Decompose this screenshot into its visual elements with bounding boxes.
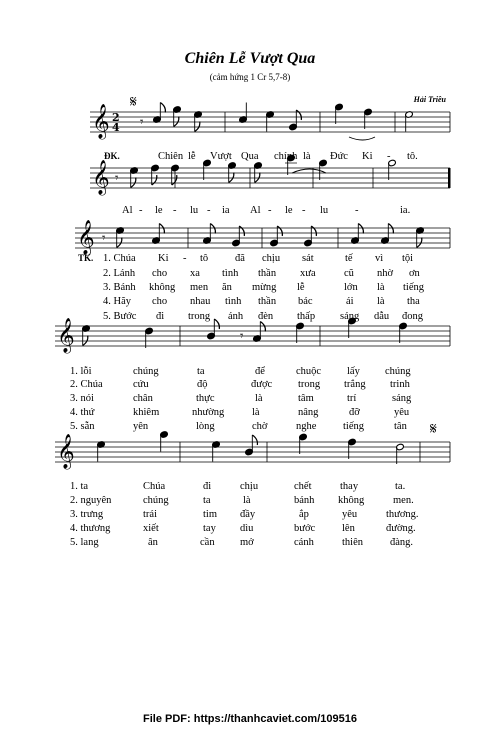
chorus-label: ĐK. xyxy=(104,151,120,161)
chorus-lyric: - xyxy=(139,205,143,216)
note-flag xyxy=(252,435,257,445)
verse-lyric: nhau xyxy=(190,296,211,307)
verse-lyric: Chúa xyxy=(143,481,166,492)
verse-lyric: độ xyxy=(197,379,208,390)
chorus-lyric: Đức xyxy=(330,151,348,162)
verse-lyric: bánh xyxy=(294,495,315,506)
verse-lyric: xưa xyxy=(300,268,316,279)
verse-lyric: tội xyxy=(402,253,414,264)
verse-lyric: yên xyxy=(133,421,149,432)
verse-lyric: tay xyxy=(203,523,216,534)
verse-lyric: 2. Lánh xyxy=(103,268,136,279)
verse-lyric: tha xyxy=(407,296,420,307)
verse-lyric: thần xyxy=(258,296,277,307)
treble-clef-icon: 𝄞 xyxy=(92,160,110,195)
verse-lyric: sáng xyxy=(392,393,412,404)
verse-lyric: xa xyxy=(190,268,200,279)
eighth-rest-icon: 𝄾 xyxy=(115,171,119,186)
treble-clef-icon: 𝄞 xyxy=(92,104,110,139)
verse-lyric: 5. sẵn xyxy=(70,421,95,432)
verse-lyric: ắp xyxy=(299,509,309,520)
note-flag xyxy=(239,226,244,236)
verse-lyric: men. xyxy=(393,495,414,506)
verse-label: TK. xyxy=(78,253,94,263)
verse-lyric: đèn xyxy=(258,311,274,322)
chorus-lyric: lu xyxy=(190,205,199,216)
verse-lyric: yêu xyxy=(394,407,410,418)
verse-lyric: 2. nguyên xyxy=(70,495,112,506)
chorus-lyric: lu xyxy=(320,205,329,216)
verse-lyric: vì xyxy=(375,253,384,264)
verse-lyric: đỡ xyxy=(349,407,360,418)
verse-lyric: tế xyxy=(345,253,353,264)
verse-lyric: men xyxy=(190,282,209,293)
chorus-lyric: lễ xyxy=(188,151,196,162)
verse-lyric: 5. lang xyxy=(70,537,99,548)
verse-lyric: ái xyxy=(346,296,354,307)
time-signature-top: 2 xyxy=(112,111,120,124)
note-flag xyxy=(229,173,234,183)
verse-lyric: là xyxy=(255,393,263,404)
verse-lyric: thực xyxy=(196,393,215,404)
note-flag xyxy=(255,173,260,183)
note-flag xyxy=(210,224,215,234)
verse-lyric: đi xyxy=(156,311,165,322)
verse-lyric: bác xyxy=(298,296,313,307)
verse-lyric: 3. trưng xyxy=(70,509,104,520)
verse-lyric: trong xyxy=(298,379,321,390)
verse-lyric: đầy xyxy=(240,509,256,520)
verse-lyric: bước xyxy=(294,523,316,534)
verse-lyric: trắng xyxy=(344,379,366,390)
note-flag xyxy=(296,110,301,120)
verse-lyric: trái xyxy=(143,509,157,520)
verse-lyric: chúng xyxy=(133,366,159,377)
treble-clef-icon: 𝄞 xyxy=(57,434,75,469)
verse-lyric: tim xyxy=(203,509,218,520)
verse-lyric: tô xyxy=(200,253,209,264)
chorus-lyric: Chiên xyxy=(158,151,184,162)
chorus-lyric: - xyxy=(268,205,272,216)
verse-lyric: ta xyxy=(197,366,205,377)
verse-lyric: 4. Hãy xyxy=(103,296,131,307)
note-flag xyxy=(117,238,122,248)
verse-lyric: là xyxy=(377,282,385,293)
slur xyxy=(292,169,326,173)
verse-lyric: xiết xyxy=(143,523,159,534)
verse-lyric: thiên xyxy=(342,537,363,548)
final-bar xyxy=(448,168,451,188)
segno-icon: 𝄋 xyxy=(130,92,137,111)
verse-lyric: mừng xyxy=(252,282,277,293)
verse-lyric: sát xyxy=(302,253,314,264)
verse-lyric: trinh xyxy=(390,379,410,390)
composer-name: Hải Triều xyxy=(413,95,446,104)
verse-lyric: khiêm xyxy=(133,407,160,418)
verse-lyric: lòng xyxy=(196,421,215,432)
note-flag xyxy=(388,224,393,234)
verse-lyric: Ki xyxy=(158,253,169,264)
verse-lyric: chuộc xyxy=(296,366,322,377)
verse-lyric: đã xyxy=(235,253,245,264)
treble-clef-icon: 𝄞 xyxy=(57,318,75,353)
note-flag xyxy=(160,103,165,113)
verse-lyric: không xyxy=(149,282,176,293)
note-flag xyxy=(417,238,422,248)
note-flag xyxy=(195,122,200,132)
chorus-lyric: - xyxy=(207,205,211,216)
verse-lyric: 5. Bước xyxy=(103,311,137,322)
slur xyxy=(349,137,375,140)
verse-lyric: tân xyxy=(394,421,407,432)
verse-lyric: trong xyxy=(188,311,211,322)
chorus-lyric: Vượt xyxy=(210,151,232,162)
verse-lyric: lớn xyxy=(344,282,358,293)
verse-lyric: lấy xyxy=(347,366,360,377)
verse-lyric: dìu xyxy=(240,523,254,534)
note-flag xyxy=(214,319,219,329)
chorus-lyric: - xyxy=(387,151,391,162)
chorus-lyric: là xyxy=(303,151,311,162)
verse-lyric: 1. Chúa xyxy=(103,253,136,264)
verse-lyric: chịu xyxy=(240,481,259,492)
verse-lyric: tâm xyxy=(298,393,314,404)
verse-lyric: chờ xyxy=(252,421,268,432)
chorus-lyric: Ki xyxy=(362,151,373,162)
verse-lyric: - xyxy=(183,253,187,264)
verse-lyric: thương. xyxy=(386,509,419,520)
verse-lyric: sáng xyxy=(340,311,360,322)
verse-lyric: 4. thứ xyxy=(70,407,95,418)
verse-lyric: ta. xyxy=(395,481,406,492)
verse-lyric: thần xyxy=(258,268,277,279)
note-flag xyxy=(277,226,282,236)
note-flag xyxy=(172,175,177,185)
chorus-lyric: Qua xyxy=(241,151,259,162)
verse-lyric: không xyxy=(338,495,365,506)
verse-lyric: nâng xyxy=(298,407,319,418)
verse-lyric: yêu xyxy=(342,509,358,520)
verse-lyric: tình xyxy=(222,268,239,279)
time-signature-bottom: 4 xyxy=(112,121,120,134)
verse-lyric: cứu xyxy=(133,379,149,390)
verse-lyric: chúng xyxy=(143,495,169,506)
note-flag xyxy=(152,175,157,185)
verse-lyric: đường. xyxy=(386,523,416,534)
verse-lyric: trí xyxy=(347,393,357,404)
chorus-lyric: ia. xyxy=(400,205,411,216)
note-flag xyxy=(260,322,265,332)
note-flag xyxy=(83,336,88,346)
chorus-lyric: chính xyxy=(274,151,298,162)
note-flag xyxy=(311,226,316,236)
eighth-rest-icon: 𝄾 xyxy=(140,115,144,130)
note-flag xyxy=(131,178,136,188)
verse-lyric: cần xyxy=(200,537,215,548)
verse-lyric: để xyxy=(255,366,265,377)
treble-clef-icon: 𝄞 xyxy=(77,220,95,255)
note-flag xyxy=(159,224,164,234)
verse-lyric: đàng. xyxy=(390,537,414,548)
verse-lyric: được xyxy=(251,379,273,390)
segno-icon: 𝄋 xyxy=(430,419,437,438)
verse-lyric: đong xyxy=(402,311,423,322)
verse-lyric: ân xyxy=(148,537,158,548)
verse-lyric: ánh xyxy=(228,311,244,322)
chorus-lyric: - xyxy=(302,205,306,216)
chorus-lyric: ia xyxy=(222,205,230,216)
verse-lyric: nhường xyxy=(192,407,225,418)
verse-lyric: lên xyxy=(342,523,355,534)
chorus-lyric: le xyxy=(285,205,293,216)
eighth-rest-icon: 𝄾 xyxy=(240,329,244,344)
song-title: Chiên Lễ Vượt Qua xyxy=(184,50,316,67)
verse-lyric: 2. Chúa xyxy=(70,379,103,390)
lyrics xyxy=(70,151,425,548)
chorus-lyric: le xyxy=(155,205,163,216)
verse-lyric: chân xyxy=(133,393,153,404)
verse-lyric: là xyxy=(377,296,385,307)
verse-lyric: 3. nói xyxy=(70,393,94,404)
verse-lyric: nhờ xyxy=(377,268,394,279)
verse-lyric: là xyxy=(243,495,251,506)
verse-lyric: tình xyxy=(225,296,242,307)
note-flag xyxy=(174,117,179,127)
verse-lyric: tiếng xyxy=(403,282,424,293)
note-flag xyxy=(358,224,363,234)
verse-lyric: mở xyxy=(240,537,254,548)
verse-lyric: cánh xyxy=(294,537,314,548)
verse-lyric: ta xyxy=(203,495,211,506)
verse-lyric: cho xyxy=(152,268,168,279)
chorus-lyric: tô. xyxy=(407,151,418,162)
verse-lyric: đi xyxy=(203,481,212,492)
song-subtitle: (cảm hứng 1 Cr 5,7-8) xyxy=(209,72,291,82)
chorus-lyric: - xyxy=(173,205,177,216)
verse-lyric: cũ xyxy=(344,268,354,279)
verse-lyric: 4. thương xyxy=(70,523,111,534)
verse-lyric: ơn xyxy=(409,268,420,279)
verse-lyric: chịu xyxy=(262,253,281,264)
footer-pdf-link[interactable]: File PDF: https://thanhcaviet.com/109516 xyxy=(143,713,357,725)
verse-lyric: là xyxy=(252,407,260,418)
chorus-lyric: - xyxy=(355,205,359,216)
verse-lyric: thấp xyxy=(297,311,316,322)
verse-lyric: ăn xyxy=(222,282,232,293)
verse-lyric: 1. lỗi xyxy=(70,366,92,377)
verse-lyric: thay xyxy=(340,481,359,492)
verse-lyric: lễ xyxy=(297,282,305,293)
verse-lyric: 1. ta xyxy=(70,481,89,492)
verse-lyric: dẫu xyxy=(374,311,390,322)
eighth-rest-icon: 𝄾 xyxy=(102,231,106,246)
chorus-lyric: Al xyxy=(122,205,133,216)
verse-lyric: tiếng xyxy=(343,421,364,432)
chorus-lyric: Al xyxy=(250,205,261,216)
verse-lyric: cho xyxy=(152,296,168,307)
verse-lyric: nghe xyxy=(296,421,317,432)
verse-lyric: chết xyxy=(294,481,312,492)
verse-lyric: chúng xyxy=(385,366,411,377)
verse-lyric: 3. Bánh xyxy=(103,282,136,293)
